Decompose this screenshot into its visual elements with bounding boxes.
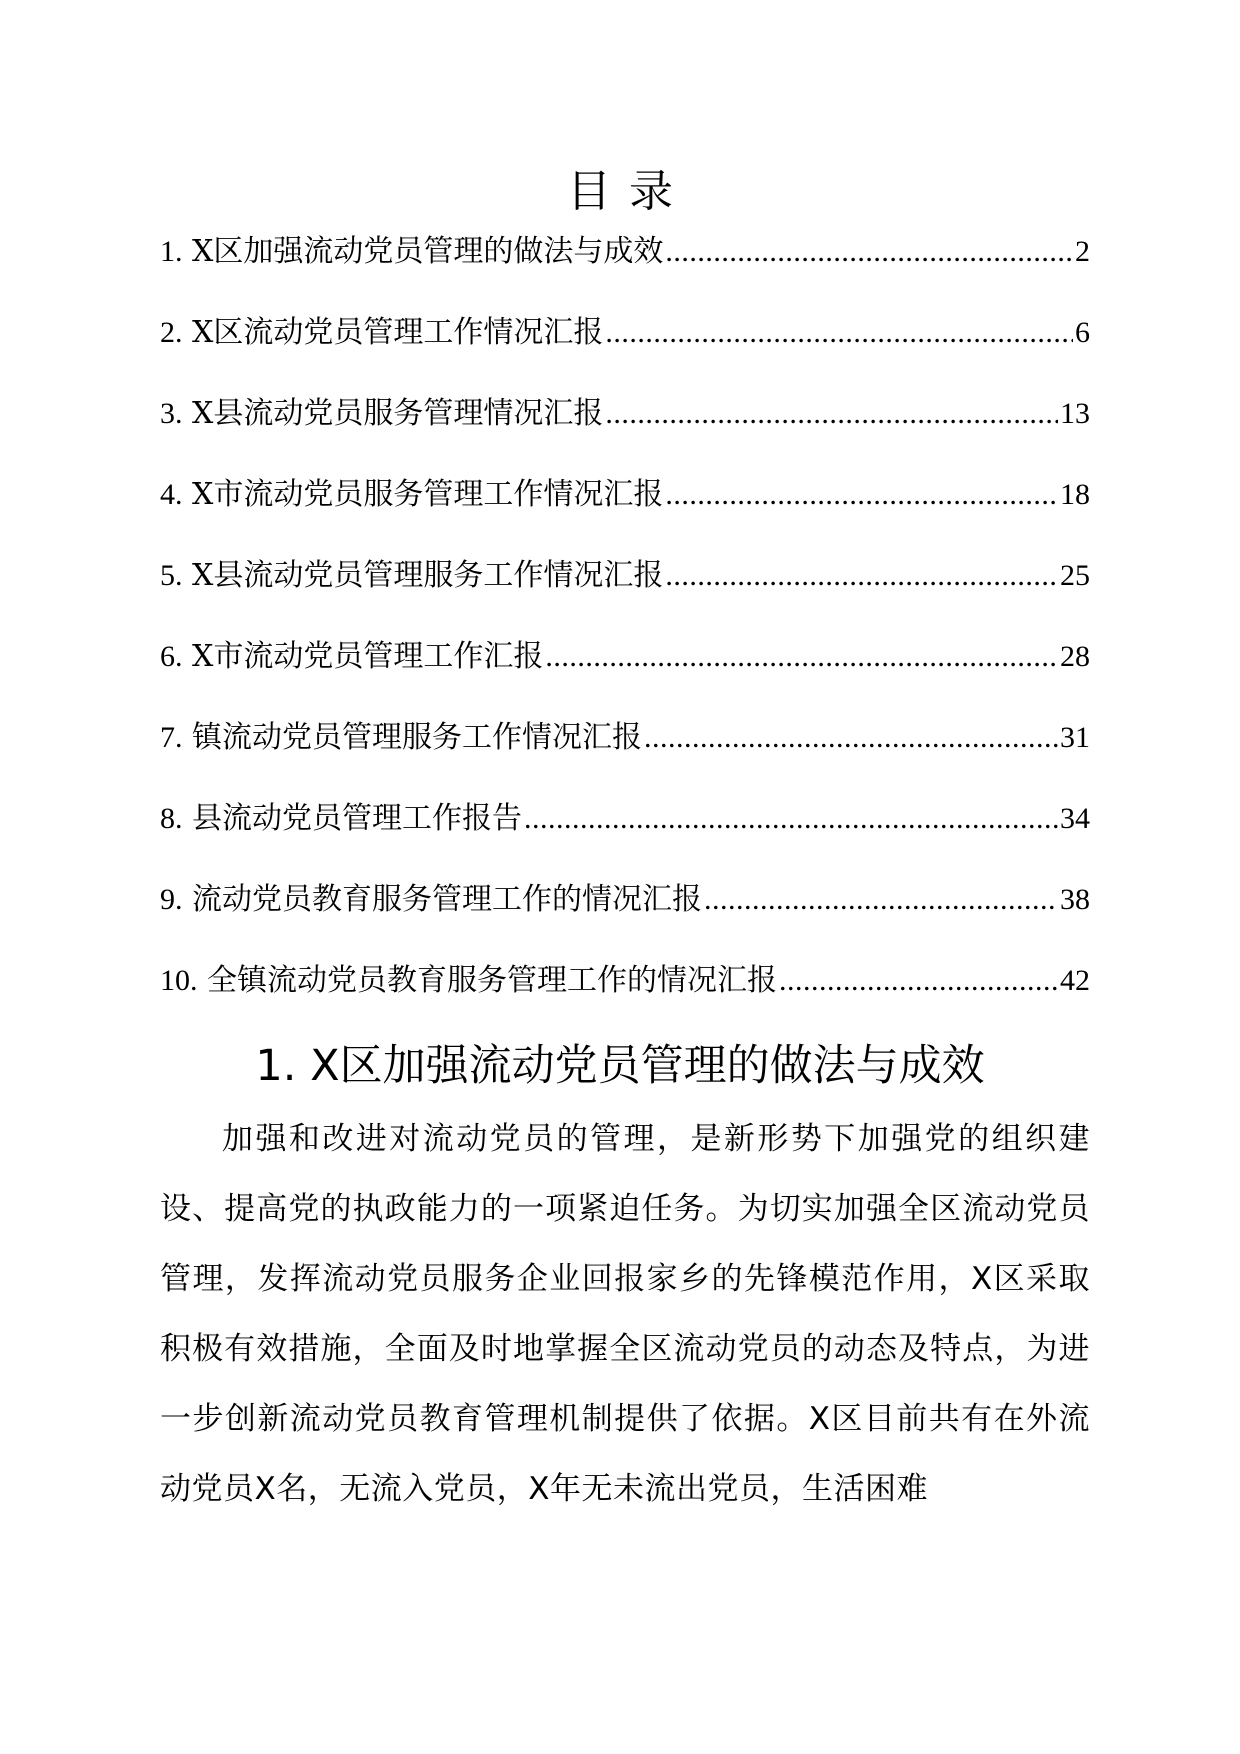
- toc-dot-leader: [524, 797, 1058, 841]
- toc-entry-page: 28: [1060, 640, 1090, 673]
- toc-dot-leader: [644, 716, 1058, 760]
- toc-entry-title: 全镇流动党员教育服务管理工作的情况汇报: [207, 963, 778, 998]
- toc-entry-title: 镇流动党员管理服务工作情况汇报: [192, 720, 643, 755]
- toc-dot-leader: [665, 554, 1058, 598]
- toc-entry[interactable]: [160, 797, 1090, 878]
- toc-entry-title: X市流动党员管理工作汇报: [192, 639, 544, 674]
- toc-entry-page: 25: [1060, 559, 1090, 592]
- toc-entry-page: 6: [1075, 316, 1090, 349]
- toc-entry[interactable]: [160, 716, 1090, 797]
- toc-entry-title: X县流动党员服务管理情况汇报: [192, 396, 604, 431]
- toc-entry-title: 县流动党员管理工作报告: [192, 801, 523, 836]
- toc-entry-page: 42: [1060, 964, 1090, 997]
- toc-dot-leader: [605, 392, 1058, 436]
- body-paragraph: 加强和改进对流动党员的管理，是新形势下加强党的组织建设、提高党的执政能力的一项紧迫任务。为切实加强全区流动党员管理，发挥流动党员服务企业回报家乡的先锋模范作用，X区采取积极有效措施，全面及时地掌握全区流动党员的动态及特点，为进一步创新流动党员教育管理机制提供了依据。X区目前共有在外流动党员X名，无流入党员，X年无未流出党员，生活困难: [160, 1121, 1090, 1507]
- toc-entry-number: 3.: [160, 397, 183, 430]
- toc-entry-page: 34: [1060, 802, 1090, 835]
- toc-entry[interactable]: [160, 473, 1090, 554]
- toc-entry-title: X区加强流动党员管理的做法与成效: [192, 234, 664, 269]
- toc-entry-number: 8.: [160, 802, 183, 835]
- toc-entry-title: 流动党员教育服务管理工作的情况汇报: [192, 882, 703, 917]
- toc-entry-number: 2.: [160, 316, 183, 349]
- toc-entry-page: 13: [1060, 397, 1090, 430]
- toc-entry-page: 2: [1075, 235, 1090, 268]
- toc-entry-number: 9.: [160, 883, 183, 916]
- toc-entry-page: 18: [1060, 478, 1090, 511]
- toc-dot-leader: [665, 473, 1058, 517]
- toc-entry-number: 5.: [160, 559, 183, 592]
- toc-entry[interactable]: [160, 311, 1090, 392]
- toc-entry-title: X县流动党员管理服务工作情况汇报: [192, 558, 664, 593]
- toc-title: 目录: [567, 166, 691, 217]
- toc-entry-number: 10.: [160, 964, 198, 997]
- toc-entry-number: 4.: [160, 478, 183, 511]
- toc-dot-leader: [605, 311, 1073, 355]
- toc-entry-number: 6.: [160, 640, 183, 673]
- toc-entry[interactable]: [160, 959, 1090, 1040]
- toc-entry-title: X区流动党员管理工作情况汇报: [192, 315, 604, 350]
- toc-entry-page: 38: [1060, 883, 1090, 916]
- toc-dot-leader: [779, 959, 1058, 1003]
- toc-entry[interactable]: [160, 392, 1090, 473]
- toc-entry-number: 7.: [160, 721, 183, 754]
- toc-entry[interactable]: [160, 878, 1090, 959]
- toc-dot-leader: [545, 635, 1058, 679]
- toc-dot-leader: [704, 878, 1058, 922]
- table-of-contents: [160, 230, 1090, 1040]
- toc-entry[interactable]: [160, 230, 1090, 311]
- toc-entry-number: 1.: [160, 235, 183, 268]
- toc-dot-leader: [665, 230, 1073, 274]
- toc-entry[interactable]: [160, 554, 1090, 635]
- toc-entry-page: 31: [1060, 721, 1090, 754]
- toc-entry[interactable]: [160, 635, 1090, 716]
- section-heading: 1. X区加强流动党员管理的做法与成效: [255, 1041, 985, 1091]
- toc-entry-title: X市流动党员服务管理工作情况汇报: [192, 477, 664, 512]
